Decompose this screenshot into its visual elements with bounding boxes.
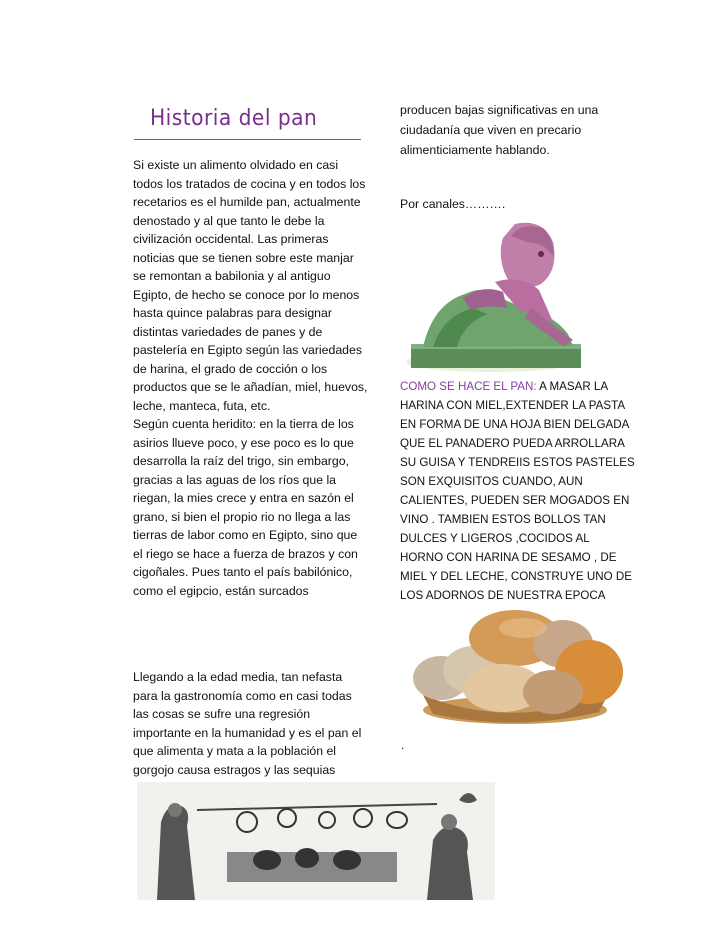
egyptian-baker-statue-image <box>403 212 588 375</box>
title-underline <box>134 139 361 140</box>
page-title: Historia del pan <box>150 106 318 131</box>
bread-basket-image <box>403 600 631 728</box>
recipe-text: A MASAR LA HARINA CON MIEL,EXTENDER LA PASTA EN FORMA DE UNA HOJA BIEN DELGADA QUE EL PANADERO PUEDA ARROLLARA SU GUISA Y TENDREIIS ESTOS PASTELES SON EXQUISITOS CUANDO, AUN CALIENTES, PUEDEN SER MOGADOS EN VINO . TAMBIEN ESTOS BOLLOS TAN DULCES Y LIGEROS ,COCIDOS AL HORNO CON HARINA DE SESAMO , DE MIEL Y DEL LECHE, CONSTRUYE UNO DE LOS ADORNOS DE NUESTRA EPOCA <box>400 380 635 602</box>
paragraph-intro: Si existe un alimento olvidado en casi todos los tratados de cocina y en todos los recetarios es el humilde pan, actualmente denostado y al que tanto le debe la civilización occidental. Las primeras noticias que se tienen sobre este manjar se remontan a babilonia y al antiguo Egipto, de hecho se conoce por lo menos hasta quince palabras para designar distintas variedades de panes y de pastelería en Egipto según las variedades de harina, el grado de cocción o los productos que se le añadían, miel, huevos, leche, manteca, futa, etc. <box>133 158 368 413</box>
left-column <box>133 156 369 600</box>
paragraph-asirios: Según cuenta heridito: en la tierra de los asirios llueve poco, y ese poco es lo que desarrolla la raíz del trigo, sin embargo, gracias a las aguas de los ríos que la riegan, la mies crece y entra en sazón el grano, si bien el propio rio no llega a las tierras de labor como en Egipto, sino que el riego se hace a fuerza de brazos y con cigoñales. Pues tanto el país babilónico, como el egipcio, están surcados <box>133 417 358 598</box>
medieval-kitchen-engraving-image <box>137 782 495 900</box>
recipe-heading: COMO SE HACE EL PAN: <box>400 380 537 393</box>
stray-dot: . <box>401 738 405 752</box>
recipe-block <box>400 358 635 605</box>
paragraph-continuation: producen bajas significativas en una ciudadanía que viven en precario alimenticiamente hablando. <box>400 103 599 157</box>
paragraph-canales: Por canales………. <box>400 197 506 211</box>
paragraph-edad-media: Llegando a la edad media, tan nefasta para la gastronomía como en casi todas las cosas se sufre una regresión importante en la humanidad y es el pan el que alimenta y mata a la población el gorgojo causa estragos y las sequias <box>133 670 362 777</box>
